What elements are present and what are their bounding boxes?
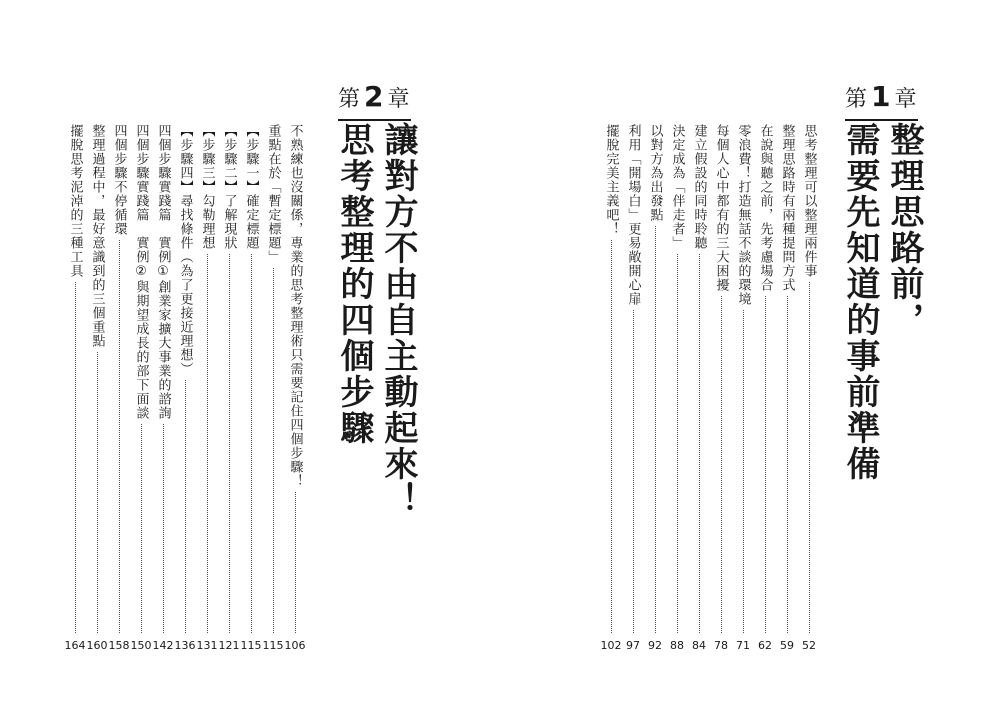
toc-entry-title: 不熟練也沒關係，專業的思考整理術只需要記住四個步驟！	[287, 124, 303, 488]
toc-entry[interactable]	[108, 124, 130, 652]
toc-entry[interactable]	[732, 124, 754, 652]
chapter-2-number: 2	[364, 80, 385, 113]
chapter-2-label: 第 2 章	[338, 80, 411, 121]
toc-entry-page: 62	[758, 639, 772, 652]
toc-entry-title: 擺脫思考泥淖的三種工具	[67, 124, 83, 278]
chapter-1-label: 第 1 章	[845, 80, 918, 121]
toc-dot-leader	[163, 424, 164, 633]
toc-entry[interactable]	[776, 124, 798, 652]
toc-dot-leader	[743, 310, 744, 633]
toc-dot-leader	[97, 352, 98, 633]
toc-entry-title: 整理思路時有兩種提問方式	[779, 124, 795, 292]
toc-entry-page: 97	[626, 639, 640, 652]
chapter-2-toc	[64, 124, 306, 652]
right-page	[500, 0, 999, 722]
toc-entry-title: 建立假設的同時聆聽	[691, 124, 707, 250]
toc-entry[interactable]	[64, 124, 86, 652]
toc-dot-leader	[611, 240, 612, 633]
toc-entry-title: 【步驟三】勾勒理想	[199, 124, 215, 250]
toc-dot-leader	[699, 254, 700, 633]
toc-entry-page: 92	[648, 639, 662, 652]
toc-dot-leader	[295, 492, 296, 633]
toc-entry[interactable]	[600, 124, 622, 652]
toc-entry[interactable]	[710, 124, 732, 652]
toc-entry-title: 在說與聽之前，先考慮場合	[757, 124, 773, 292]
chapter-1-number: 1	[871, 80, 892, 113]
toc-entry-page: 84	[692, 639, 706, 652]
toc-dot-leader	[75, 282, 76, 633]
toc-entry-page: 71	[736, 639, 750, 652]
toc-entry-title: 利用「開場白」更易敞開心扉	[625, 124, 641, 306]
toc-entry-page: 102	[600, 639, 622, 652]
toc-entry-title: 【步驟二】了解現狀	[221, 124, 237, 250]
toc-entry[interactable]	[644, 124, 666, 652]
toc-entry-title: 零浪費！打造無話不談的環境	[735, 124, 751, 306]
toc-entry[interactable]	[218, 124, 240, 652]
toc-entry-page: 115	[262, 639, 284, 652]
toc-entry-title: 【步驟四】尋找條件（為了更接近理想）	[177, 124, 193, 376]
toc-entry[interactable]	[240, 124, 262, 652]
toc-dot-leader	[677, 254, 678, 633]
toc-entry-title: 每個人心中都有的三大困擾	[713, 124, 729, 292]
toc-dot-leader	[251, 254, 252, 633]
chapter-1-title	[838, 122, 926, 482]
toc-entry[interactable]	[754, 124, 776, 652]
toc-entry-page: 52	[802, 639, 816, 652]
toc-entry-title: 四個步驟實踐篇 實例①創業家擴大事業的諮詢	[155, 124, 171, 420]
toc-entry-title: 重點在於「暫定標題」	[265, 124, 281, 264]
toc-entry[interactable]	[666, 124, 688, 652]
toc-entry[interactable]	[130, 124, 152, 652]
chapter-2-title-line-1: 讓對方不由自主動起來！	[378, 122, 418, 518]
toc-entry[interactable]	[86, 124, 108, 652]
toc-entry-page: 131	[196, 639, 218, 652]
toc-dot-leader	[809, 282, 810, 633]
toc-entry[interactable]	[262, 124, 284, 652]
toc-entry[interactable]	[688, 124, 710, 652]
toc-entry-page: 121	[218, 639, 240, 652]
toc-entry-page: 78	[714, 639, 728, 652]
toc-entry-page: 115	[240, 639, 262, 652]
toc-dot-leader	[273, 268, 274, 633]
toc-dot-leader	[633, 310, 634, 633]
toc-entry-page: 150	[130, 639, 152, 652]
toc-entry[interactable]	[152, 124, 174, 652]
chapter-2-title-line-2: 思考整理的四個步驟	[334, 122, 374, 446]
toc-dot-leader	[229, 254, 230, 633]
toc-entry-title: 整理過程中，最好意識到的三個重點	[89, 124, 105, 348]
toc-entry[interactable]	[798, 124, 820, 652]
toc-dot-leader	[119, 240, 120, 633]
toc-entry-page: 142	[152, 639, 174, 652]
toc-dot-leader	[655, 226, 656, 633]
chapter-1-toc	[600, 124, 820, 652]
toc-dot-leader	[765, 296, 766, 633]
chapter-2-title	[332, 122, 420, 518]
toc-entry[interactable]	[196, 124, 218, 652]
toc-dot-leader	[207, 254, 208, 633]
toc-entry-page: 160	[86, 639, 108, 652]
toc-entry-title: 思考整理可以整理兩件事	[801, 124, 817, 278]
toc-entry[interactable]	[284, 124, 306, 652]
toc-entry-page: 164	[64, 639, 86, 652]
toc-dot-leader	[787, 296, 788, 633]
chapter-1-title-line-1: 整理思路前，	[884, 122, 924, 338]
chapter-1-title-line-2: 需要先知道的事前準備	[840, 122, 880, 482]
toc-entry-title: 四個步驟實踐篇 實例②與期望成長的部下面談	[133, 124, 149, 420]
toc-entry-page: 59	[780, 639, 794, 652]
toc-entry-title: 決定成為「伴走者」	[669, 124, 685, 250]
toc-entry[interactable]	[622, 124, 644, 652]
toc-entry-page: 88	[670, 639, 684, 652]
toc-entry-title: 以對方為出發點	[647, 124, 663, 222]
toc-entry-title: 擺脫完美主義吧！	[603, 124, 619, 236]
toc-entry[interactable]	[174, 124, 196, 652]
toc-dot-leader	[721, 296, 722, 633]
toc-entry-title: 【步驟一】確定標題	[243, 124, 259, 250]
toc-entry-page: 158	[108, 639, 130, 652]
toc-dot-leader	[141, 424, 142, 633]
toc-entry-page: 136	[174, 639, 196, 652]
toc-dot-leader	[185, 380, 186, 633]
toc-entry-title: 四個步驟不停循環	[111, 124, 127, 236]
toc-entry-page: 106	[284, 639, 306, 652]
